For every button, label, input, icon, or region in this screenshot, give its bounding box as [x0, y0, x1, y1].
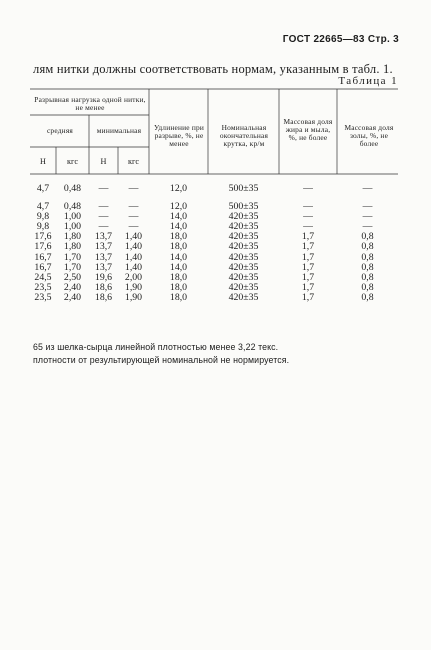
cell-fat-soap: 1,7 — [301, 291, 315, 303]
cell-min-n: — — [98, 201, 109, 213]
cell-min-kgs: 1,40 — [124, 231, 143, 243]
header-ash: Массовая доля золы, %, не более — [344, 123, 394, 149]
cell-elongation: 18,0 — [169, 241, 188, 253]
cell-min-kgs: — — [128, 221, 139, 233]
cell-avg-n: 23,5 — [34, 291, 52, 303]
cell-avg-kgs: 1,70 — [63, 251, 82, 263]
cell-twist: 420±35 — [228, 241, 259, 253]
cell-ash: 0,8 — [361, 251, 374, 263]
cell-avg-kgs: 2,50 — [63, 271, 82, 283]
header-minimum-n: Н — [100, 157, 107, 166]
footnote-line-1: 65 из шелка-сырца линейной плотностью менее 3,22 текс. — [33, 342, 279, 352]
cell-fat-soap: 1,7 — [301, 231, 315, 243]
cell-avg-kgs: 1,00 — [63, 211, 82, 223]
cell-twist: 500±35 — [228, 201, 259, 213]
cell-avg-kgs: 1,00 — [63, 221, 82, 233]
cell-min-kgs: 1,40 — [124, 261, 143, 273]
cell-avg-kgs: 1,80 — [63, 231, 82, 243]
cell-avg-kgs: 2,40 — [63, 281, 82, 293]
cell-elongation: 14,0 — [169, 211, 188, 223]
cell-avg-kgs: 1,80 — [63, 241, 82, 253]
header-fat-soap: Массовая доля жира и мыла, %, не более — [283, 117, 333, 143]
cell-ash: — — [362, 201, 373, 213]
cell-avg-n: 4,7 — [36, 183, 50, 194]
cell-ash: 0,8 — [361, 291, 374, 303]
cell-fat-soap: — — [303, 183, 313, 194]
cell-twist: 420±35 — [228, 221, 259, 233]
cell-elongation: 12,0 — [169, 183, 188, 194]
footnote-line-2: плотности от результирующей номинальной не нормируется. — [33, 354, 290, 365]
cell-elongation: 14,0 — [169, 261, 188, 273]
cell-avg-n: 17,6 — [34, 241, 52, 253]
cell-avg-n: 17,6 — [34, 231, 52, 243]
page-header: ГОСТ 22665—83 Стр. 3 — [282, 34, 399, 45]
cell-twist: 420±35 — [228, 211, 259, 223]
cell-twist: 420±35 — [228, 261, 259, 273]
cell-avg-n: 16,7 — [34, 261, 52, 273]
cell-twist: 420±35 — [228, 251, 259, 263]
cell-avg-kgs: 2,40 — [63, 291, 82, 303]
cell-elongation: 12,0 — [169, 201, 188, 213]
header-average-n: Н — [40, 157, 46, 166]
cell-avg-n: 23,5 — [34, 281, 52, 293]
cell-fat-soap: 1,7 — [301, 251, 315, 263]
cell-min-kgs: — — [128, 211, 139, 223]
cell-avg-kgs: 1,70 — [63, 261, 82, 273]
intro-text: лям нитки должны соответствовать нормам, указанным в табл. 1. — [33, 62, 393, 76]
cell-min-kgs: 1,90 — [124, 281, 143, 293]
cell-ash: 0,8 — [361, 241, 374, 253]
cell-min-n: — — [98, 183, 109, 194]
table-row — [0, 293, 431, 303]
cell-min-kgs: 2,00 — [124, 271, 143, 283]
cell-elongation: 18,0 — [169, 231, 188, 243]
cell-ash: 0,8 — [361, 261, 374, 273]
cell-min-n: 13,7 — [94, 251, 113, 263]
cell-fat-soap: 1,7 — [301, 271, 315, 283]
header-breaking-load: Разрывная нагрузка одной нитки, не менее — [34, 95, 146, 113]
cell-ash: 0,8 — [361, 231, 374, 243]
cell-min-kgs: — — [128, 183, 139, 194]
header-average: средняя — [46, 126, 74, 135]
cell-avg-n: 4,7 — [36, 201, 50, 213]
cell-avg-kgs: 0,48 — [63, 183, 82, 194]
cell-twist: 420±35 — [228, 281, 259, 293]
cell-twist: 420±35 — [228, 231, 259, 243]
header-elongation: Удлинение при разрыве, %, не менее — [153, 123, 205, 149]
cell-avg-n: 9,8 — [36, 211, 50, 223]
cell-avg-kgs: 0,48 — [63, 201, 82, 213]
cell-min-n: 19,6 — [94, 271, 113, 283]
cell-elongation: 14,0 — [169, 251, 188, 263]
cell-elongation: 18,0 — [169, 271, 188, 283]
header-minimum: минимальная — [96, 126, 142, 135]
cell-elongation: 18,0 — [169, 281, 188, 293]
cell-avg-n: 16,7 — [34, 251, 52, 263]
cell-min-n: — — [98, 221, 109, 233]
table-row — [0, 184, 431, 194]
header-minimum-kgs: кгс — [128, 157, 139, 166]
cell-twist: 420±35 — [228, 271, 259, 283]
cell-ash: — — [362, 221, 373, 233]
cell-min-n: — — [98, 211, 109, 223]
header-twist: Номинальная окончательная крутка, кр/м — [219, 123, 269, 149]
footnote — [33, 341, 289, 366]
cell-min-n: 18,6 — [94, 281, 113, 293]
cell-min-n: 13,7 — [94, 241, 113, 253]
cell-ash: 0,8 — [361, 271, 374, 283]
cell-elongation: 18,0 — [169, 291, 188, 303]
table-body — [0, 184, 431, 303]
cell-twist: 420±35 — [228, 291, 259, 303]
table-label: Таблица 1 — [338, 75, 398, 87]
cell-twist: 500±35 — [228, 183, 259, 194]
cell-avg-n: 9,8 — [36, 221, 50, 233]
cell-avg-n: 24,5 — [34, 271, 52, 283]
cell-min-n: 13,7 — [94, 261, 113, 273]
cell-min-kgs: 1,40 — [124, 241, 143, 253]
cell-fat-soap: — — [303, 201, 313, 213]
cell-fat-soap: 1,7 — [301, 241, 315, 253]
cell-elongation: 14,0 — [169, 221, 188, 233]
cell-min-n: 18,6 — [94, 291, 113, 303]
cell-ash: — — [362, 211, 373, 223]
cell-min-kgs: 1,40 — [124, 251, 143, 263]
cell-min-kgs: — — [128, 201, 139, 213]
cell-fat-soap: 1,7 — [301, 261, 315, 273]
header-average-kgs: кгс — [67, 157, 78, 166]
cell-fat-soap: — — [303, 221, 313, 233]
cell-min-kgs: 1,90 — [124, 291, 143, 303]
cell-ash: 0,8 — [361, 281, 374, 293]
cell-min-n: 13,7 — [94, 231, 113, 243]
cell-fat-soap: 1,7 — [301, 281, 315, 293]
cell-ash: — — [362, 183, 373, 194]
cell-fat-soap: — — [303, 211, 313, 223]
